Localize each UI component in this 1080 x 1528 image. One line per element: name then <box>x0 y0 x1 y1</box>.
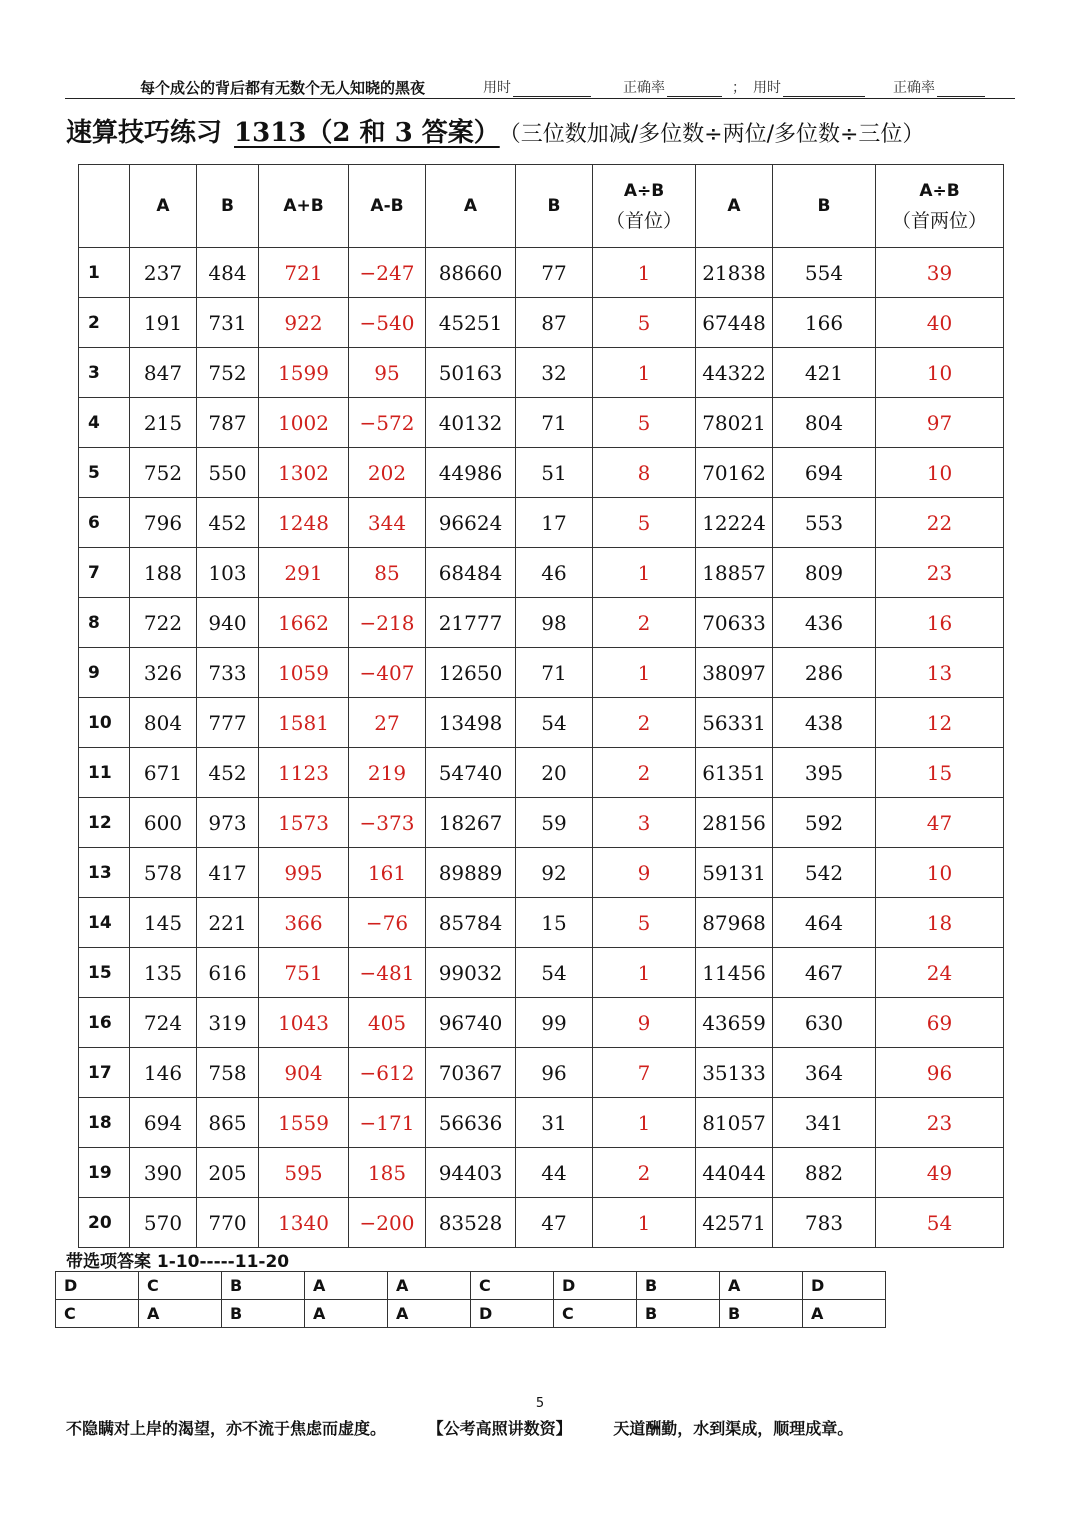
table-row <box>79 1098 1004 1148</box>
value-cell: 17 <box>516 498 593 548</box>
value-cell: 395 <box>773 748 876 798</box>
value-cell: 32 <box>516 348 593 398</box>
answer-cell: 10 <box>876 348 1004 398</box>
value-cell: 88660 <box>426 248 516 298</box>
answer-cell: 185 <box>349 1148 426 1198</box>
answer-cell: 8 <box>593 448 696 498</box>
table-header-row <box>79 165 1004 248</box>
answer-cell: 1 <box>593 1098 696 1148</box>
value-cell: 96624 <box>426 498 516 548</box>
value-cell: 56331 <box>696 698 773 748</box>
answer-cell: 1 <box>593 648 696 698</box>
value-cell: 319 <box>197 998 259 1048</box>
answer-cell: 95 <box>349 348 426 398</box>
table-row <box>79 948 1004 998</box>
value-cell: 286 <box>773 648 876 698</box>
title-subtitle: （三位数加减/多位数÷两位/多位数÷三位） <box>509 122 925 147</box>
value-cell: 40132 <box>426 398 516 448</box>
value-cell: 787 <box>197 398 259 448</box>
value-cell: 809 <box>773 548 876 598</box>
answer-cell: 12 <box>876 698 1004 748</box>
row-index: 17 <box>79 1048 130 1098</box>
value-cell: 54740 <box>426 748 516 798</box>
answer-cell: −612 <box>349 1048 426 1098</box>
value-cell: 452 <box>197 748 259 798</box>
option-cell: D <box>471 1300 554 1328</box>
value-cell: 21777 <box>426 598 516 648</box>
value-cell: 752 <box>130 448 197 498</box>
value-cell: 341 <box>773 1098 876 1148</box>
answer-cell: 24 <box>876 948 1004 998</box>
answer-cell: 366 <box>259 898 349 948</box>
value-cell: 783 <box>773 1198 876 1248</box>
row-index: 6 <box>79 498 130 548</box>
answer-cell: 405 <box>349 998 426 1048</box>
answer-cell: 2 <box>593 748 696 798</box>
value-cell: 166 <box>773 298 876 348</box>
options-title: 带选项答案 1-10-----11-20 <box>66 1252 290 1272</box>
value-cell: 51 <box>516 448 593 498</box>
value-cell: 221 <box>197 898 259 948</box>
table-row <box>79 748 1004 798</box>
value-cell: 56636 <box>426 1098 516 1148</box>
value-cell: 18857 <box>696 548 773 598</box>
value-cell: 96740 <box>426 998 516 1048</box>
option-cell: B <box>637 1272 720 1300</box>
option-cell: B <box>222 1272 305 1300</box>
answer-cell: 161 <box>349 848 426 898</box>
value-cell: 15 <box>516 898 593 948</box>
answer-cell: 3 <box>593 798 696 848</box>
value-cell: 83528 <box>426 1198 516 1248</box>
answer-cell: 1662 <box>259 598 349 648</box>
time-field-2: 用时 <box>753 77 865 97</box>
value-cell: 752 <box>197 348 259 398</box>
value-cell: 59131 <box>696 848 773 898</box>
value-cell: 44044 <box>696 1148 773 1198</box>
row-index: 13 <box>79 848 130 898</box>
answer-cell: −76 <box>349 898 426 948</box>
options-row <box>56 1272 886 1300</box>
answer-cell: 39 <box>876 248 1004 298</box>
answer-cell: 1599 <box>259 348 349 398</box>
value-cell: 99032 <box>426 948 516 998</box>
header-sum: A+B <box>259 165 349 248</box>
value-cell: 46 <box>516 548 593 598</box>
answer-cell: 49 <box>876 1148 1004 1198</box>
option-cell: C <box>56 1300 139 1328</box>
value-cell: 796 <box>130 498 197 548</box>
value-cell: 484 <box>197 248 259 298</box>
header-b2: B <box>516 165 593 248</box>
table-row <box>79 598 1004 648</box>
value-cell: 417 <box>197 848 259 898</box>
value-cell: 81057 <box>696 1098 773 1148</box>
page-title <box>66 112 1026 152</box>
value-cell: 21838 <box>696 248 773 298</box>
answer-cell: 5 <box>593 298 696 348</box>
value-cell: 553 <box>773 498 876 548</box>
answer-cell: 7 <box>593 1048 696 1098</box>
answer-cell: 1 <box>593 1198 696 1248</box>
option-cell: A <box>388 1272 471 1300</box>
value-cell: 722 <box>130 598 197 648</box>
value-cell: 146 <box>130 1048 197 1098</box>
answer-cell: −572 <box>349 398 426 448</box>
header-a2: A <box>426 165 516 248</box>
value-cell: 43659 <box>696 998 773 1048</box>
answer-cell: 97 <box>876 398 1004 448</box>
value-cell: 54 <box>516 948 593 998</box>
exercise-table <box>78 164 1004 1248</box>
value-cell: 464 <box>773 898 876 948</box>
answer-cell: −218 <box>349 598 426 648</box>
value-cell: 50163 <box>426 348 516 398</box>
header-a3: A <box>696 165 773 248</box>
value-cell: 68484 <box>426 548 516 598</box>
value-cell: 616 <box>197 948 259 998</box>
option-cell: D <box>803 1272 886 1300</box>
row-index: 19 <box>79 1148 130 1198</box>
value-cell: 452 <box>197 498 259 548</box>
table-row <box>79 798 1004 848</box>
answer-cell: 23 <box>876 548 1004 598</box>
answer-cell: 5 <box>593 898 696 948</box>
table-row <box>79 448 1004 498</box>
value-cell: 96 <box>516 1048 593 1098</box>
value-cell: 70633 <box>696 598 773 648</box>
value-cell: 882 <box>773 1148 876 1198</box>
row-index: 14 <box>79 898 130 948</box>
row-index: 9 <box>79 648 130 698</box>
answer-cell: 10 <box>876 848 1004 898</box>
value-cell: 13498 <box>426 698 516 748</box>
value-cell: 92 <box>516 848 593 898</box>
table-row <box>79 498 1004 548</box>
answer-cell: 751 <box>259 948 349 998</box>
value-cell: 135 <box>130 948 197 998</box>
row-index: 11 <box>79 748 130 798</box>
option-cell: A <box>388 1300 471 1328</box>
header-quotient-first: A÷B （首位） <box>593 165 696 248</box>
value-cell: 54 <box>516 698 593 748</box>
value-cell: 85784 <box>426 898 516 948</box>
answer-cell: 16 <box>876 598 1004 648</box>
option-cell: D <box>554 1272 637 1300</box>
value-cell: 35133 <box>696 1048 773 1098</box>
value-cell: 390 <box>130 1148 197 1198</box>
header-motto: 每个成公的背后都有无数个无人知晓的黑夜 <box>140 79 426 97</box>
row-index: 18 <box>79 1098 130 1148</box>
accuracy-field-2: 正确率 <box>893 77 985 97</box>
answer-cell: 13 <box>876 648 1004 698</box>
footer-right: 天道酬勤，水到渠成，顺理成章。 <box>613 1419 854 1438</box>
value-cell: 600 <box>130 798 197 848</box>
value-cell: 20 <box>516 748 593 798</box>
option-cell: C <box>139 1272 222 1300</box>
value-cell: 103 <box>197 548 259 598</box>
row-index: 3 <box>79 348 130 398</box>
value-cell: 98 <box>516 598 593 648</box>
value-cell: 71 <box>516 648 593 698</box>
value-cell: 71 <box>516 398 593 448</box>
answer-cell: 1340 <box>259 1198 349 1248</box>
option-cell: A <box>720 1272 803 1300</box>
value-cell: 44986 <box>426 448 516 498</box>
option-cell: C <box>471 1272 554 1300</box>
value-cell: 205 <box>197 1148 259 1198</box>
row-index: 16 <box>79 998 130 1048</box>
answer-cell: 69 <box>876 998 1004 1048</box>
row-index: 10 <box>79 698 130 748</box>
value-cell: 438 <box>773 698 876 748</box>
value-cell: 38097 <box>696 648 773 698</box>
value-cell: 770 <box>197 1198 259 1248</box>
value-cell: 733 <box>197 648 259 698</box>
footer-middle: 【公考高照讲数资】 <box>427 1419 572 1438</box>
value-cell: 188 <box>130 548 197 598</box>
answer-cell: 22 <box>876 498 1004 548</box>
table-row <box>79 248 1004 298</box>
value-cell: 694 <box>130 1098 197 1148</box>
answer-cell: 1302 <box>259 448 349 498</box>
value-cell: 87968 <box>696 898 773 948</box>
value-cell: 87 <box>516 298 593 348</box>
answer-cell: 1043 <box>259 998 349 1048</box>
value-cell: 570 <box>130 1198 197 1248</box>
value-cell: 554 <box>773 248 876 298</box>
page-header <box>65 76 1015 99</box>
answer-cell: 40 <box>876 298 1004 348</box>
answer-cell: 1573 <box>259 798 349 848</box>
answer-cell: 995 <box>259 848 349 898</box>
table-row <box>79 898 1004 948</box>
header-quotient-first-two: A÷B （首两位） <box>876 165 1004 248</box>
answer-cell: 721 <box>259 248 349 298</box>
table-row <box>79 1198 1004 1248</box>
answer-cell: 2 <box>593 1148 696 1198</box>
row-index: 15 <box>79 948 130 998</box>
row-index: 7 <box>79 548 130 598</box>
table-row <box>79 848 1004 898</box>
value-cell: 45251 <box>426 298 516 348</box>
answer-cell: 202 <box>349 448 426 498</box>
footer-left: 不隐瞒对上岸的渴望，亦不流于焦虑而虚度。 <box>66 1419 387 1438</box>
option-cell: B <box>222 1300 305 1328</box>
value-cell: 77 <box>516 248 593 298</box>
value-cell: 12224 <box>696 498 773 548</box>
option-cell: A <box>139 1300 222 1328</box>
option-cell: C <box>554 1300 637 1328</box>
value-cell: 47 <box>516 1198 593 1248</box>
answer-cell: 1 <box>593 548 696 598</box>
answer-cell: 2 <box>593 598 696 648</box>
answer-cell: 904 <box>259 1048 349 1098</box>
answer-cell: −540 <box>349 298 426 348</box>
answer-cell: 5 <box>593 398 696 448</box>
answer-cell: 9 <box>593 998 696 1048</box>
value-cell: 215 <box>130 398 197 448</box>
accuracy-field-1: 正确率 <box>623 77 722 97</box>
page-number: 5 <box>535 1396 545 1411</box>
value-cell: 940 <box>197 598 259 648</box>
answer-cell: 5 <box>593 498 696 548</box>
option-cell: A <box>305 1272 388 1300</box>
answer-cell: 595 <box>259 1148 349 1198</box>
answer-cell: 291 <box>259 548 349 598</box>
options-table <box>55 1271 886 1328</box>
table-row <box>79 648 1004 698</box>
option-cell: D <box>56 1272 139 1300</box>
header-index <box>79 165 130 248</box>
value-cell: 99 <box>516 998 593 1048</box>
table-row <box>79 998 1004 1048</box>
row-index: 2 <box>79 298 130 348</box>
value-cell: 12650 <box>426 648 516 698</box>
value-cell: 18267 <box>426 798 516 848</box>
header-a1: A <box>130 165 197 248</box>
answer-cell: 1123 <box>259 748 349 798</box>
row-index: 12 <box>79 798 130 848</box>
table-row <box>79 398 1004 448</box>
answer-cell: −171 <box>349 1098 426 1148</box>
answer-cell: 219 <box>349 748 426 798</box>
header-b1: B <box>197 165 259 248</box>
answer-cell: 18 <box>876 898 1004 948</box>
value-cell: 28156 <box>696 798 773 848</box>
answer-cell: 1 <box>593 248 696 298</box>
title-main: 速算技巧练习 <box>66 118 223 148</box>
value-cell: 31 <box>516 1098 593 1148</box>
option-cell: B <box>637 1300 720 1328</box>
row-index: 8 <box>79 598 130 648</box>
title-code: 1313（2 和 3 答案） <box>234 118 500 148</box>
value-cell: 326 <box>130 648 197 698</box>
table-body <box>79 248 1004 1248</box>
row-index: 1 <box>79 248 130 298</box>
value-cell: 44322 <box>696 348 773 398</box>
answer-cell: 1559 <box>259 1098 349 1148</box>
answer-cell: 1002 <box>259 398 349 448</box>
answer-cell: 922 <box>259 298 349 348</box>
table-row <box>79 298 1004 348</box>
answer-cell: 2 <box>593 698 696 748</box>
value-cell: 973 <box>197 798 259 848</box>
answer-cell: 23 <box>876 1098 1004 1148</box>
value-cell: 78021 <box>696 398 773 448</box>
answer-cell: −247 <box>349 248 426 298</box>
value-cell: 630 <box>773 998 876 1048</box>
header-b3: B <box>773 165 876 248</box>
answer-cell: 344 <box>349 498 426 548</box>
value-cell: 67448 <box>696 298 773 348</box>
table-row <box>79 548 1004 598</box>
value-cell: 44 <box>516 1148 593 1198</box>
value-cell: 145 <box>130 898 197 948</box>
value-cell: 592 <box>773 798 876 848</box>
table-row <box>79 1048 1004 1098</box>
time-field-1: 用时 <box>483 77 591 97</box>
value-cell: 467 <box>773 948 876 998</box>
answer-cell: −407 <box>349 648 426 698</box>
answer-cell: −481 <box>349 948 426 998</box>
answer-cell: 9 <box>593 848 696 898</box>
table-row <box>79 1148 1004 1198</box>
answer-cell: −373 <box>349 798 426 848</box>
options-row <box>56 1300 886 1328</box>
value-cell: 89889 <box>426 848 516 898</box>
value-cell: 724 <box>130 998 197 1048</box>
value-cell: 191 <box>130 298 197 348</box>
answer-cell: 47 <box>876 798 1004 848</box>
option-cell: B <box>720 1300 803 1328</box>
value-cell: 364 <box>773 1048 876 1098</box>
answer-cell: 54 <box>876 1198 1004 1248</box>
value-cell: 421 <box>773 348 876 398</box>
value-cell: 731 <box>197 298 259 348</box>
value-cell: 436 <box>773 598 876 648</box>
answer-cell: 96 <box>876 1048 1004 1098</box>
page-footer <box>66 1416 1026 1439</box>
value-cell: 61351 <box>696 748 773 798</box>
value-cell: 70162 <box>696 448 773 498</box>
value-cell: 804 <box>773 398 876 448</box>
header-separator: ； <box>732 80 746 96</box>
answer-cell: −200 <box>349 1198 426 1248</box>
value-cell: 94403 <box>426 1148 516 1198</box>
row-index: 20 <box>79 1198 130 1248</box>
header-diff: A-B <box>349 165 426 248</box>
value-cell: 671 <box>130 748 197 798</box>
answer-cell: 1581 <box>259 698 349 748</box>
answer-cell: 1248 <box>259 498 349 548</box>
value-cell: 42571 <box>696 1198 773 1248</box>
value-cell: 11456 <box>696 948 773 998</box>
answer-cell: 1 <box>593 348 696 398</box>
value-cell: 777 <box>197 698 259 748</box>
answer-cell: 1059 <box>259 648 349 698</box>
value-cell: 59 <box>516 798 593 848</box>
value-cell: 865 <box>197 1098 259 1148</box>
option-cell: A <box>803 1300 886 1328</box>
value-cell: 237 <box>130 248 197 298</box>
row-index: 4 <box>79 398 130 448</box>
value-cell: 804 <box>130 698 197 748</box>
value-cell: 542 <box>773 848 876 898</box>
table-row <box>79 698 1004 748</box>
value-cell: 578 <box>130 848 197 898</box>
table-row <box>79 348 1004 398</box>
value-cell: 550 <box>197 448 259 498</box>
option-cell: A <box>305 1300 388 1328</box>
value-cell: 694 <box>773 448 876 498</box>
row-index: 5 <box>79 448 130 498</box>
answer-cell: 27 <box>349 698 426 748</box>
value-cell: 847 <box>130 348 197 398</box>
answer-cell: 1 <box>593 948 696 998</box>
answer-cell: 85 <box>349 548 426 598</box>
value-cell: 758 <box>197 1048 259 1098</box>
answer-cell: 10 <box>876 448 1004 498</box>
value-cell: 70367 <box>426 1048 516 1098</box>
answer-cell: 15 <box>876 748 1004 798</box>
